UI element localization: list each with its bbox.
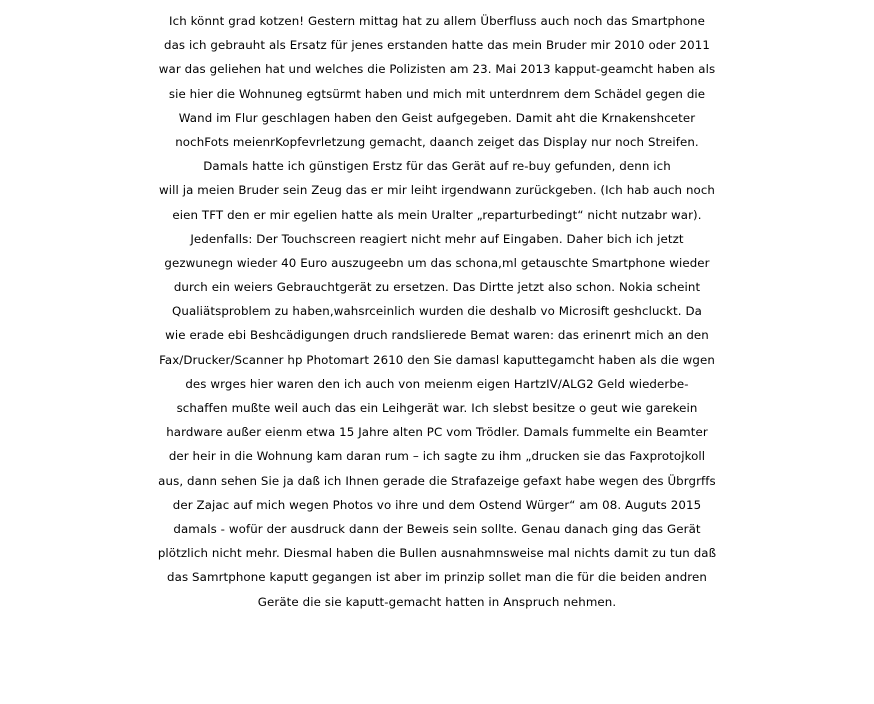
text-line: eien TFT den er mir egelien hatte als mein Uralter „reparturbedingt“ nicht nutzabr war).	[172, 207, 702, 222]
text-line: gezwunegn wieder 40 Euro auszugeebn um das schona,ml getauschte Smartphone wieder	[164, 255, 710, 270]
text-line: das Samrtphone kaputt gegangen ist aber im prinzip sollet man die für die beiden andren	[167, 570, 707, 585]
text-line: damals - wofür der ausdruck dann der Beweis sein sollte. Genau danach ging das Gerät	[173, 521, 701, 536]
text-line: hardware außer eienm etwa 15 Jahre alten PC vom Trödler. Damals fummelte ein Beamter	[166, 425, 708, 440]
text-document	[0, 9, 874, 614]
text-line: Qualiätsproblem zu haben,wahsrceinlich wurden die deshalb vo Microsift geshcluckt. Da	[172, 304, 702, 319]
text-line: des wrges hier waren den ich auch von meienm eigen HartzIV/ALG2 Geld wiederbe-	[185, 376, 689, 391]
text-line: will ja meien Bruder sein Zeug das er mir leiht irgendwann zurückgeben. (Ich hab auch noch	[158, 183, 716, 198]
text-line: durch ein weiers Gebrauchtgerät zu ersetzen. Das Dirtte jetzt also schon. Nokia scheint	[173, 280, 701, 295]
text-line: Ich könnt grad kotzen! Gestern mittag hat zu allem Überfluss auch noch das Smartphone	[169, 14, 705, 28]
text-line: Fax/Drucker/Scanner hp Photomart 2610 den Sie damasl kaputtegamcht haben als die wgen	[159, 352, 715, 367]
text-line: Geräte die sie kaputt-gemacht hatten in Anspruch nehmen.	[257, 594, 617, 609]
text-line: schaffen mußte weil auch das ein Leihgerät war. Ich slebst besitze o geut wie garekein	[176, 401, 698, 415]
text-line: Wand im Flur geschlagen haben den Geist aufgegeben. Damit aht die Krnakenshceter	[178, 110, 696, 125]
text-line: der Zajac auf mich wegen Photos vo ihre und dem Ostend Würger“ am 08. Auguts 2015	[172, 497, 702, 512]
text-line: der heir in die Wohnung kam daran rum – ich sagte zu ihm „drucken sie das Faxprotojkoll	[168, 449, 706, 464]
text-line: aus, dann sehen Sie ja daß ich Ihnen gerade die Strafazeige gefaxt habe wegen des Übrgrffs	[158, 473, 716, 488]
text-line: war das geliehen hat und welches die Polizisten am 23. Mai 2013 kapput-geamcht haben als	[158, 62, 716, 77]
text-line: das ich gebrauht als Ersatz für jenes erstanden hatte das mein Bruder mir 2010 oder 2011	[164, 38, 710, 53]
text-line: wie erade ebi Beshcädigungen druch randslierede Bemat waren: das erinenrt mich an den	[165, 328, 709, 343]
text-line: Damals hatte ich günstigen Erstz für das Gerät auf re-buy gefunden, denn ich	[203, 159, 671, 174]
text-line: Jedenfalls: Der Touchscreen reagiert nicht mehr auf Eingaben. Daher bich ich jetzt	[190, 231, 684, 246]
text-line: sie hier die Wohnuneg egtsürmt haben und mich mit unterdnrem dem Schädel gegen die	[168, 86, 706, 101]
text-line: nochFots meienrKopfevrletzung gemacht, daanch zeiget das Display nur noch Streifen.	[175, 134, 699, 149]
text-line: plötzlich nicht mehr. Diesmal haben die Bullen ausnahmnsweise mal nichts damit zu tun daß	[157, 546, 717, 561]
